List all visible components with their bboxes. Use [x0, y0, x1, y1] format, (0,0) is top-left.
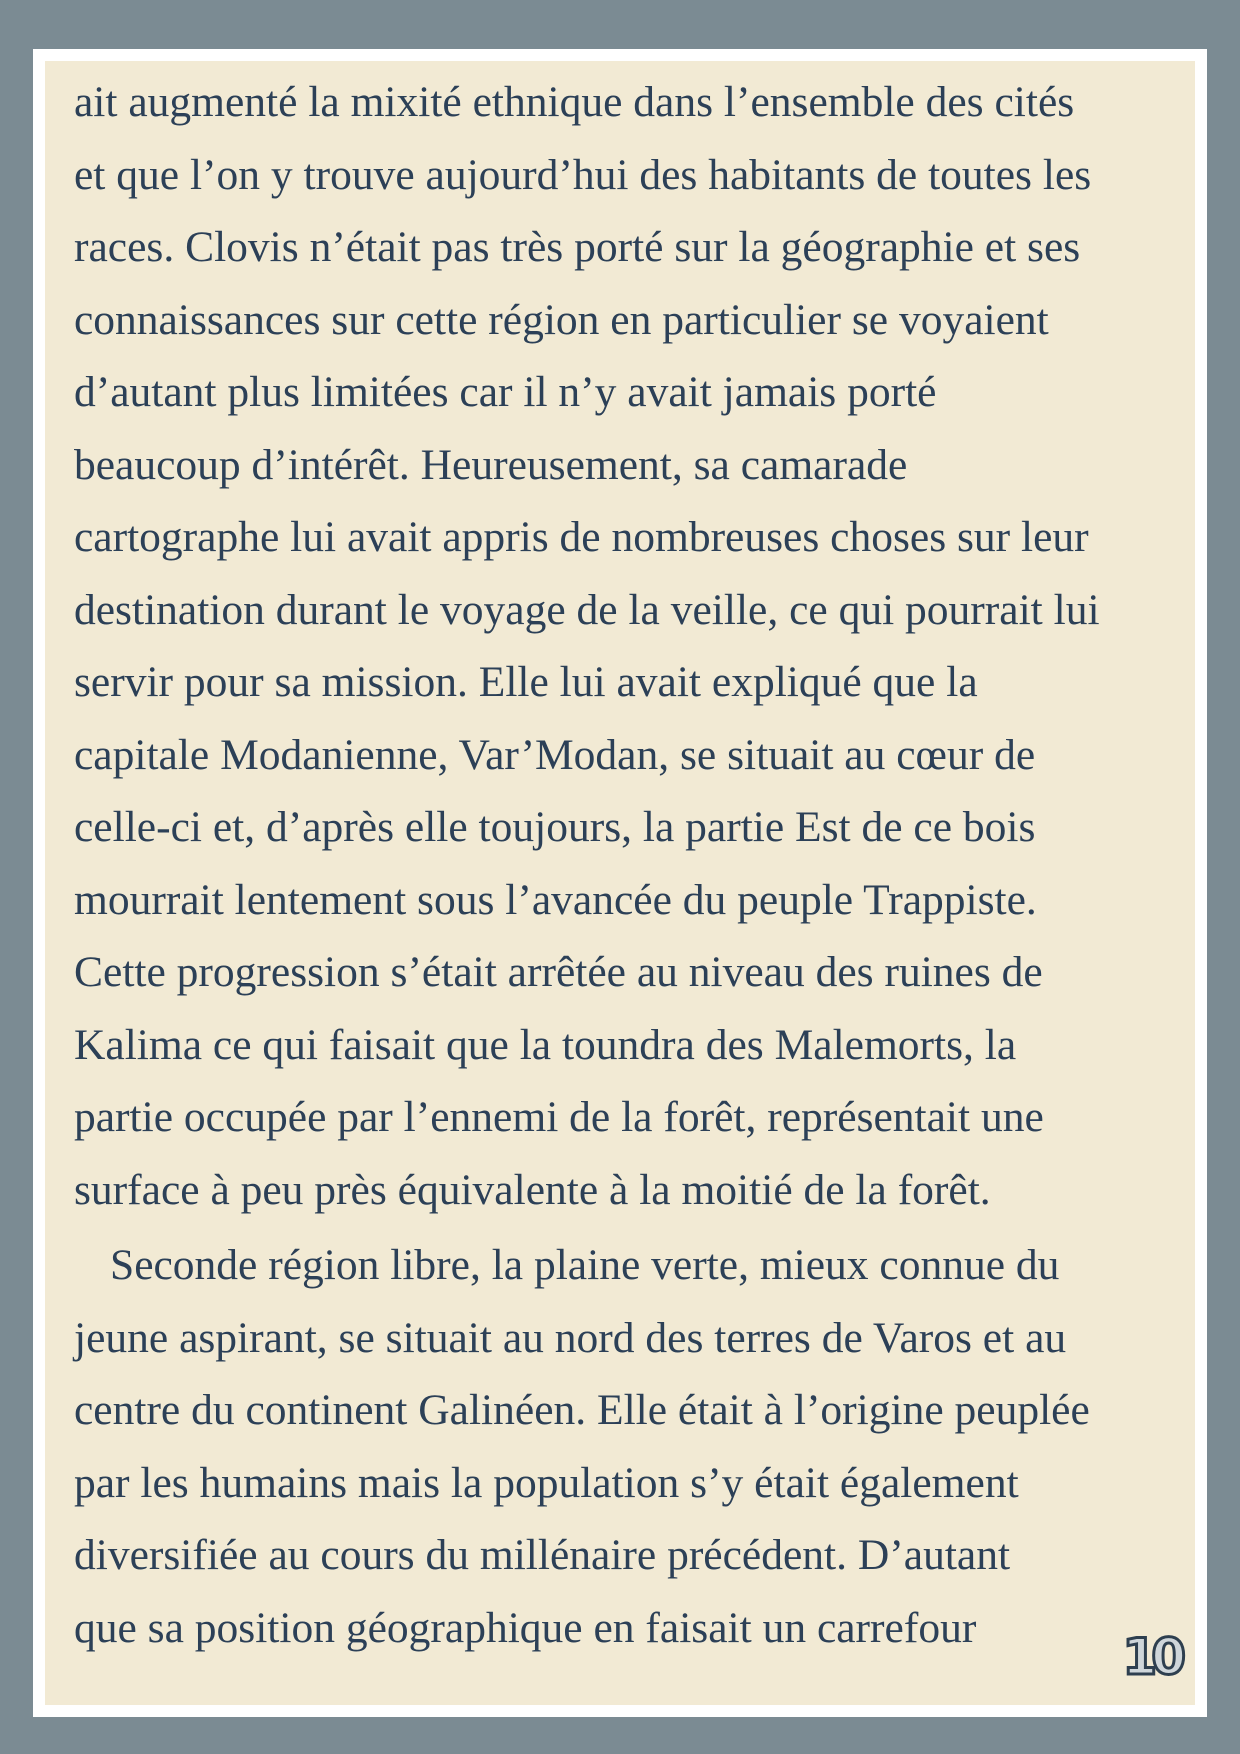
text-line: Cette progression s’était arrêtée au niveau des ruines de [74, 948, 1043, 996]
text-line: Seconde région libre, la plaine verte, mieux connue du [110, 1241, 1060, 1289]
text-line: servir pour sa mission. Elle lui avait expliqué que la [74, 658, 978, 706]
text-line: ait augmenté la mixité ethnique dans l’ensemble des cités [74, 78, 1075, 126]
text-line: diversifiée au cours du millénaire précédent. D’autant [74, 1531, 1011, 1579]
text-line: Kalima ce qui faisait que la toundra des Malemorts, la [74, 1020, 1017, 1069]
text-line: connaissances sur cette région en particulier se voyaient [74, 295, 1049, 344]
text-line: races. Clovis n’était pas très porté sur la géographie et ses [74, 223, 1081, 271]
text-line: par les humains mais la population s’y était également [74, 1458, 1019, 1507]
page-number: 10 [1122, 1628, 1180, 1686]
text-line: mourrait lentement sous l’avancée du peuple Trappiste. [74, 875, 1037, 924]
text-line: destination durant le voyage de la veille, ce qui pourrait lui [74, 585, 1100, 634]
text-line: centre du continent Galinéen. Elle était à l’origine peuplée [74, 1386, 1090, 1434]
text-line: capitale Modanienne, Var’Modan, se situait au cœur de [74, 730, 1036, 779]
text-line: celle-ci et, d’après elle toujours, la partie Est de ce bois [74, 803, 1036, 851]
text-line: d’autant plus limitées car il n’y avait jamais porté [74, 368, 937, 416]
text-line: beaucoup d’intérêt. Heureusement, sa camarade [74, 440, 908, 489]
text-line: et que l’on y trouve aujourd’hui des habitants de toutes les [74, 150, 1092, 199]
text-line: cartographe lui avait appris de nombreuses choses sur leur [74, 513, 1089, 561]
body-text [74, 66, 1214, 1664]
text-line: surface à peu près équivalente à la moitié de la forêt. [74, 1165, 991, 1214]
text-line: jeune aspirant, se situait au nord des terres de Varos et au [74, 1313, 1067, 1362]
text-line: partie occupée par l’ennemi de la forêt, représentait une [74, 1093, 1044, 1141]
text-line: que sa position géographique en faisait un carrefour [74, 1603, 977, 1652]
